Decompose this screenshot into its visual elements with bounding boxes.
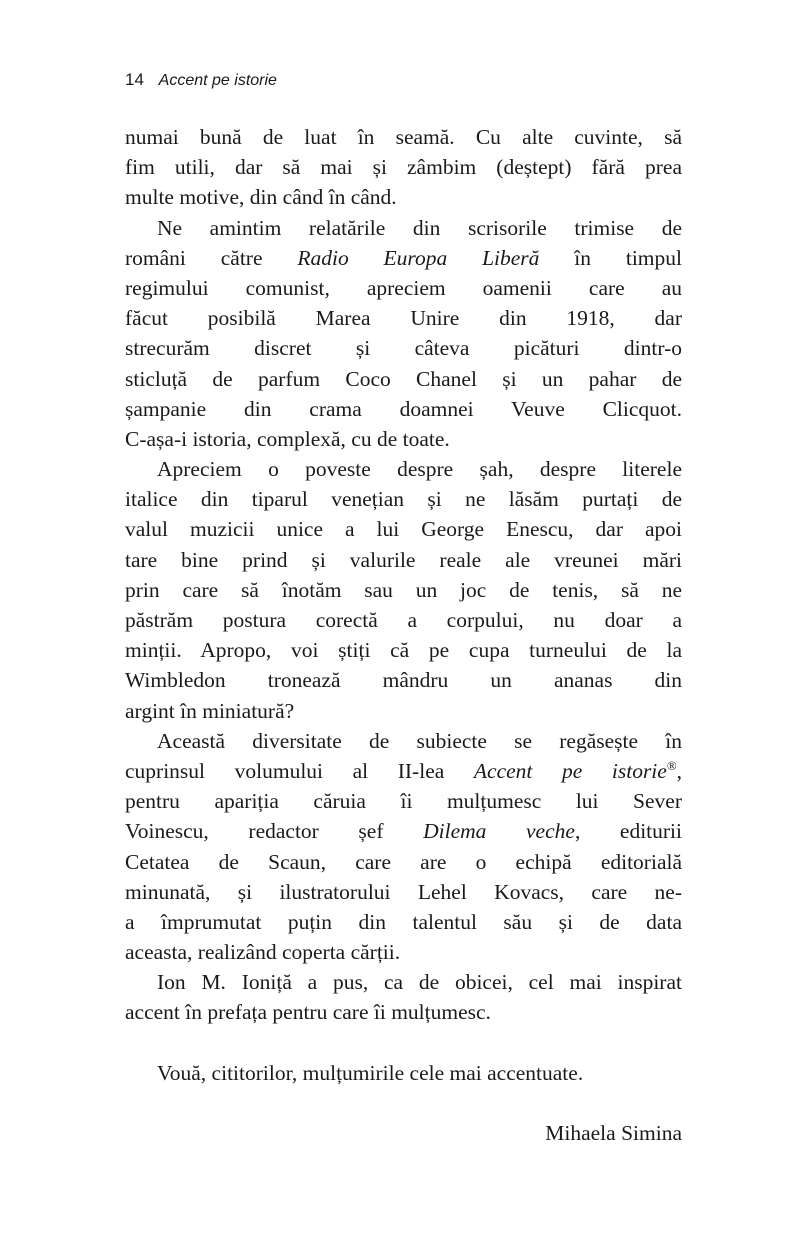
text-run: minunată, și ilustratorului Lehel Kovacs, care ne- [125,879,682,904]
text-run: tare bine prind și valurile reale ale vreunei mări [125,547,682,572]
italic-title: Radio Europa Liberă [297,245,540,270]
running-header [125,70,277,90]
text-run: pentru apariția căruia îi mulțumesc lui Sever [125,789,682,814]
text-line [125,213,682,243]
text-line [125,877,682,907]
paragraph [125,122,682,213]
text-line [125,454,682,484]
text-line [125,243,682,273]
italic-title: Accent pe istorie [473,758,667,783]
text-run: a împrumutat puțin din talentul său și de data [125,909,682,934]
text-line [125,937,682,967]
text-run: strecurăm discret și câteva picături dintr-o [125,336,682,361]
text-run: Cetatea de Scaun, care are o echipă editorială [125,849,682,874]
text-line [125,545,682,575]
text-run: , editurii [574,819,683,844]
text-run: Ne amintim relatările din scrisorile trimise de [157,215,682,240]
italic-title: Dilema veche [423,819,575,844]
text-line [125,847,682,877]
page-number: 14 [125,70,144,89]
text-line [125,182,682,212]
text-line [125,605,682,635]
text-line [125,967,682,997]
text-line [125,484,682,514]
text-run: prin care să înotăm sau un joc de tenis, să ne [125,577,682,602]
text-line [125,152,682,182]
registered-mark: ® [666,758,677,773]
text-run: Apreciem o poveste despre șah, despre literele [157,457,682,482]
text-run: aceasta, realizând coperta cărții. [125,940,401,965]
text-line [125,333,682,363]
text-line [125,122,682,152]
text-run: șampanie din crama doamnei Veuve Clicquot. [125,396,682,421]
text-line [125,726,682,756]
body-text [125,122,682,1148]
text-run: multe motive, din când în când. [125,185,397,210]
text-line [125,786,682,816]
text-run: români către [125,245,298,270]
text-line [125,514,682,544]
text-line [125,303,682,333]
paragraph [125,1058,682,1088]
text-run: Vouă, cititorilor, mulțumirile cele mai accentuate. [157,1060,584,1085]
text-line [125,665,682,695]
text-run: păstrăm postura corectă a corpului, nu doar a [125,608,682,632]
text-run: , [676,758,682,783]
text-run: argint în miniatură? [125,698,295,723]
paragraph [125,726,682,968]
text-line [125,273,682,303]
text-run: Ion M. Ioniță a pus, ca de obicei, cel mai inspirat [157,970,682,995]
text-line [125,907,682,937]
paragraph [125,213,682,455]
text-run: italice din tiparul venețian și ne lăsăm purtați de [125,487,682,512]
paragraph [125,454,682,726]
text-line [125,635,682,665]
text-run: Voinescu, redactor șef [125,819,424,844]
text-line [125,997,682,1027]
text-run: în timpul [539,245,682,270]
text-run: regimului comunist, apreciem oamenii care au [125,275,682,300]
text-line [125,756,682,786]
text-line [125,816,682,846]
text-line [125,575,682,605]
text-line [125,364,682,394]
text-line [125,394,682,424]
text-run: minții. Apropo, voi știți că pe cupa turneului de la [125,638,682,663]
text-run: făcut posibilă Marea Unire din 1918, dar [125,306,682,331]
text-run: fim utili, dar să mai și zâmbim (deștept) fără prea [125,155,682,180]
text-line [125,424,682,454]
text-run: cuprinsul volumului al II-lea [125,758,474,783]
text-run: valul muzicii unice a lui George Enescu, dar apoi [125,517,682,542]
text-line [125,696,682,726]
text-run: Wimbledon tronează mândru un ananas din [125,668,682,693]
author-signature: Mihaela Simina [545,1121,682,1146]
text-run: sticluță de parfum Coco Chanel și un pahar de [125,366,682,391]
paragraph [125,967,682,1027]
text-run: C-așa-i istoria, complexă, cu de toate. [125,426,450,451]
text-run: numai bună de luat în seamă. Cu alte cuvinte, să [125,125,682,149]
book-title: Accent pe istorie [158,72,277,89]
blank-line [125,1028,682,1058]
text-line [125,1058,682,1088]
blank-line [125,1088,682,1118]
text-run: Această diversitate de subiecte se regăsește în [157,728,682,753]
text-run: accent în prefața pentru care îi mulțumesc. [125,1000,491,1025]
